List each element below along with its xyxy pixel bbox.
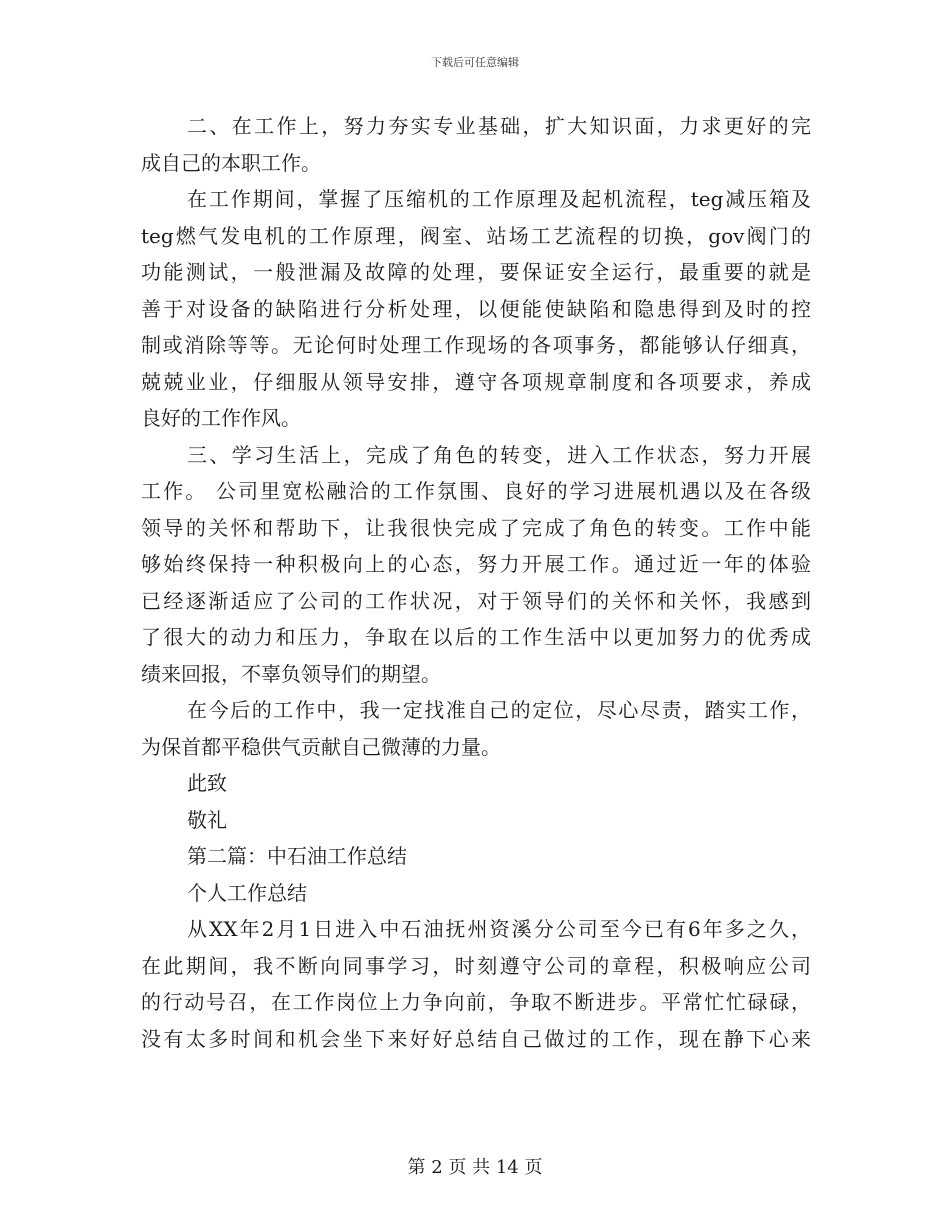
text-line: 兢兢业业，仔细服从领导安排，遵守各项规章制度和各项要求，养成 (141, 369, 811, 394)
page-header: 下载后可任意编辑 (431, 56, 519, 69)
text-line: 从XX年2月1日进入中石油抚州资溪分公司至今已有6年多之久， (187, 917, 811, 941)
text-line: 善于对设备的缺陷进行分析处理，以便能使缺陷和隐患得到及时的控 (141, 296, 811, 321)
text-line: 在此期间，我不断向同事学习，时刻遵守公司的章程，积极响应公司 (141, 953, 811, 978)
text-line: 功能测试，一般泄漏及故障的处理，要保证安全运行，最重要的就是 (141, 260, 811, 284)
text-line: 领导的关怀和帮助下，让我很快完成了完成了角色的转变。工作中能 (141, 515, 811, 540)
text-line: teg燃气发电机的工作原理，阀室、站场工艺流程的切换，gov阀门的 (141, 223, 811, 248)
text-line: 三、学习生活上，完成了角色的转变，进入工作状态，努力开展 (187, 442, 811, 467)
text-line: 此致 (187, 771, 227, 795)
text-line: 敬礼 (187, 807, 227, 832)
text-line: 够始终保持一种积极向上的心态，努力开展工作。通过近一年的体验 (141, 552, 811, 576)
text-line: 没有太多时间和机会坐下来好好总结自己做过的工作，现在静下心来 (141, 1026, 811, 1051)
text-line: 绩来回报，不辜负领导们的期望。 (141, 661, 441, 686)
text-line: 成自己的本职工作。 (141, 150, 321, 175)
page-footer: 第 2 页 共 14 页 (407, 1157, 543, 1178)
text-line: 良好的工作作风。 (141, 406, 301, 430)
text-line: 了很大的动力和压力，争取在以后的工作生活中以更加努力的优秀成 (141, 625, 811, 649)
text-line: 为保首都平稳供气贡献自己微薄的力量。 (141, 734, 501, 759)
document-body (141, 108, 811, 1057)
text-line: 二、在工作上，努力夯实专业基础，扩大知识面，力求更好的完 (187, 114, 811, 138)
text-line: 个人工作总结 (187, 880, 307, 905)
text-line: 在今后的工作中，我一定找准自己的定位，尽心尽责，踏实工作， (187, 698, 811, 722)
text-line: 工作。 公司里宽松融洽的工作氛围、良好的学习进展机遇以及在各级 (141, 479, 811, 503)
text-line: 已经逐渐适应了公司的工作状况，对于领导们的关怀和关怀，我感到 (141, 588, 811, 613)
text-line: 的行动号召，在工作岗位上力争向前，争取不断进步。平常忙忙碌碌， (141, 990, 811, 1014)
text-line: 第二篇：中石油工作总结 (187, 844, 407, 868)
text-line: 在工作期间，掌握了压缩机的工作原理及起机流程，teg减压箱及 (187, 187, 811, 211)
text-line: 制或消除等等。无论何时处理工作现场的各项事务，都能够认仔细真， (141, 333, 811, 357)
